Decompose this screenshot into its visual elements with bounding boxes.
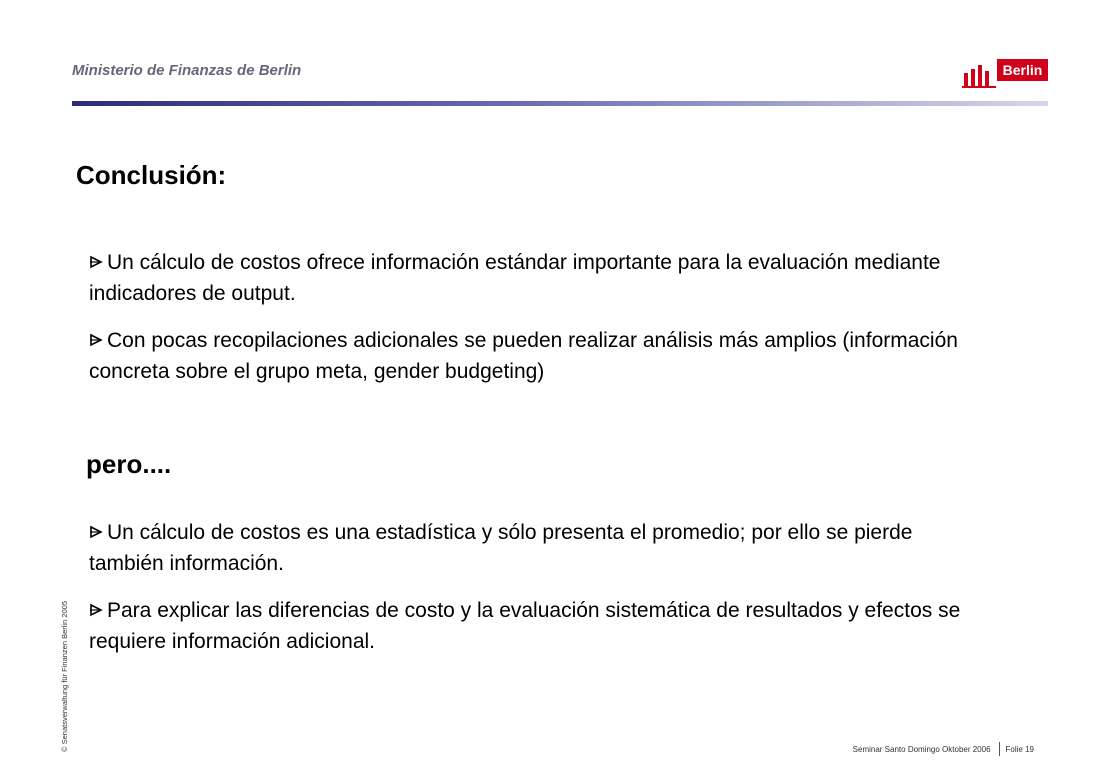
list-item [89,325,989,387]
arrow-bullet-icon [89,517,107,548]
seminar-label: Seminar Santo Domingo Oktober 2006 [852,744,991,754]
bullet-text: Para explicar las diferencias de costo y la evaluación sistemática de resultados y efectos se requiere información adicional. [89,599,961,653]
berlin-bear-icon [962,59,998,89]
bullet-text: Un cálculo de costos ofrece información estándar importante para la evaluación mediante indicadores de output. [89,251,941,305]
list-item [89,595,989,657]
berlin-logo [962,59,1048,89]
arrow-bullet-icon [89,325,107,356]
bullet-text: Un cálculo de costos es una estadística y sólo presenta el promedio; por ello se pierde también información. [89,521,913,575]
logo-text: Berlin [997,59,1048,81]
arrow-bullet-icon [89,247,107,278]
caveat-list [89,517,989,673]
slide-footer [853,742,1034,756]
list-item [89,517,989,579]
conclusion-list [89,247,989,403]
footer-separator [999,742,1000,756]
bullet-text: Con pocas recopilaciones adicionales se pueden realizar análisis más amplios (información concreta sobre el grupo meta, gender budgeting) [89,329,958,383]
header-divider [72,101,1048,106]
slide-number: Folie 19 [1005,744,1034,754]
copyright-note: © Senatsverwaltung für Finanzen Berlin 2005 [60,600,69,752]
arrow-bullet-icon [89,595,107,626]
section-subtitle: pero.... [86,449,172,479]
slide-title: Conclusión: [76,160,227,190]
organization-name: Ministerio de Finanzas de Berlin [72,62,302,79]
list-item [89,247,989,309]
